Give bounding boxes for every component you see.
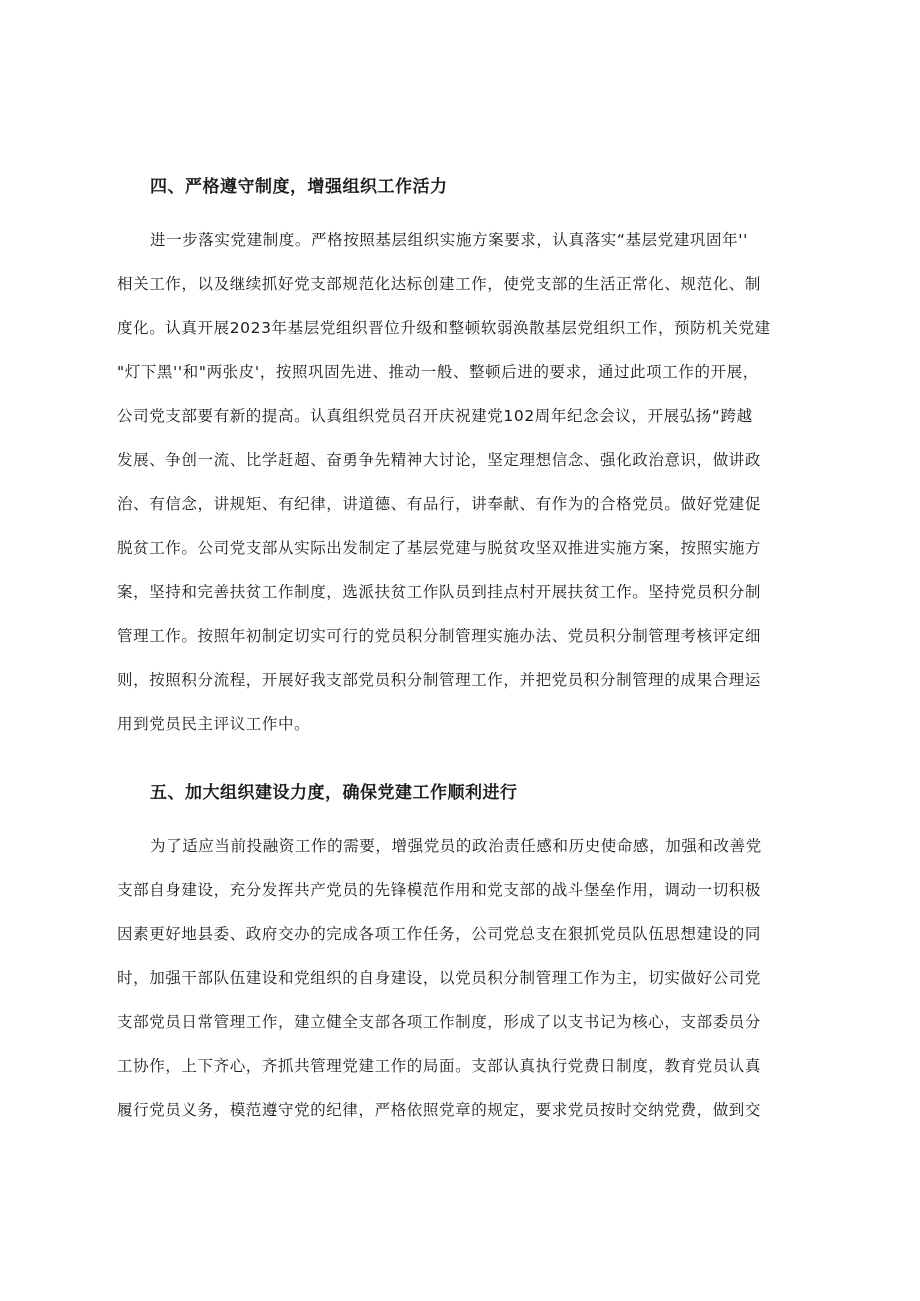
section-5-line: 履行党员义务，模范遵守党的纪律，严格依照党章的规定，要求党员按时交纳党费，做到交 xyxy=(117,1101,762,1119)
section-5-line: 时，加强干部队伍建设和党组织的自身建设，以党员积分制管理工作为主，切实做好公司党 xyxy=(117,969,762,987)
section-4-line: 案，坚持和完善扶贫工作制度，选派扶贫工作队员到挂点村开展扶贫工作。坚持党员积分制 xyxy=(117,583,762,601)
section-4-line: 进一步落实党建制度。严格按照基层组织实施方案要求，认真落实“基层党建巩固年'' xyxy=(150,231,748,249)
section-4-line: 用到党员民主评议工作中。 xyxy=(117,715,311,733)
section-4-line: 度化。认真开展2023年基层党组织晋位升级和整顿软弱涣散基层党组织工作，预防机关党建 xyxy=(117,319,771,337)
section-4-line: 管理工作。按照年初制定切实可行的党员积分制管理实施办法、党员积分制管理考核评定细 xyxy=(117,627,762,645)
section-5-line: 工协作，上下齐心，齐抓共管理党建工作的局面。支部认真执行党费日制度，教育党员认真 xyxy=(117,1057,762,1075)
section-4-line: 公司党支部要有新的提高。认真组织党员召开庆祝建党102周年纪念会议，开展弘扬“跨越 xyxy=(117,407,753,425)
section-4-line: 治、有信念，讲规矩、有纪律，讲道德、有品行，讲奉献、有作为的合格党员。做好党建促 xyxy=(117,495,762,513)
section-5-line: 支部党员日常管理工作，建立健全支部各项工作制度，形成了以支书记为核心，支部委员分 xyxy=(117,1013,762,1031)
section-5-line: 为了适应当前投融资工作的需要，增强党员的政治责任感和历史使命感，加强和改善党 xyxy=(150,837,762,855)
section-4-line: 则，按照积分流程，开展好我支部党员积分制管理工作，并把党员积分制管理的成果合理运 xyxy=(117,671,762,689)
section-5-line: 支部自身建设，充分发挥共产党员的先锋模范作用和党支部的战斗堡垒作用，调动一切积极 xyxy=(117,881,762,899)
section-4-line: "灯下黑''和"两张皮'，按照巩固先进、推动一般、整顿后进的要求，通过此项工作的开展， xyxy=(117,363,759,381)
section-5-heading: 五、加大组织建设力度，确保党建工作顺利进行 xyxy=(150,783,518,803)
section-4-heading: 四、严格遵守制度，增强组织工作活力 xyxy=(150,177,448,197)
section-4-line: 发展、争创一流、比学赶超、奋勇争先精神大讨论，坚定理想信念、强化政治意识，做讲政 xyxy=(117,451,762,469)
section-5-line: 因素更好地县委、政府交办的完成各项工作任务，公司党总支在狠抓党员队伍思想建设的同 xyxy=(117,925,762,943)
section-4-line: 相关工作，以及继续抓好党支部规范化达标创建工作，使党支部的生活正常化、规范化、制 xyxy=(117,275,762,293)
section-4-line: 脱贫工作。公司党支部从实际出发制定了基层党建与脱贫攻坚双推进实施方案，按照实施方 xyxy=(117,539,762,557)
